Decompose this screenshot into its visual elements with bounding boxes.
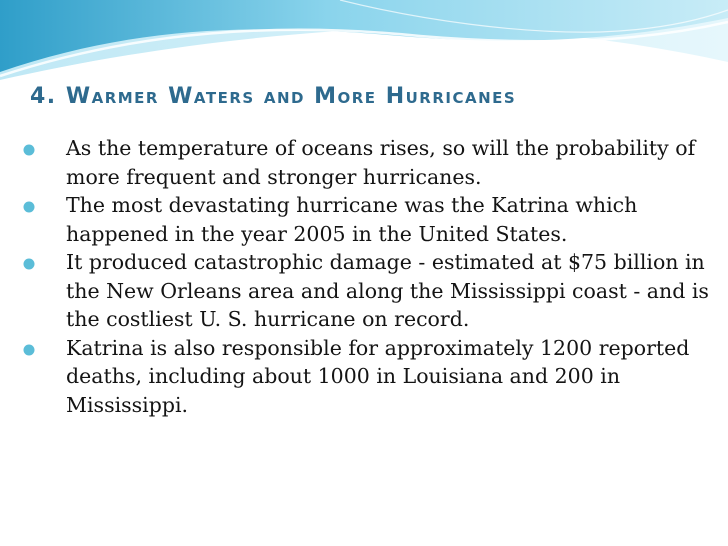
bullet-text: The most devastating hurricane was the Katrina which happened in the year 2005 in the United States. [66,193,638,246]
round-bullet-icon [22,343,36,357]
bullet-text: It produced catastrophic damage - estimated at $75 billion in the New Orleans area and along the Mississippi coast - and is the costliest U. S. hurricane on record. [66,250,709,331]
round-bullet-icon [22,143,36,157]
bullet-text: As the temperature of oceans rises, so will the probability of more frequent and stronger hurricanes. [66,136,696,189]
bullet-item [22,134,712,191]
round-bullet-icon [22,257,36,271]
round-bullet-icon [22,200,36,214]
bullet-item [22,191,712,248]
bullet-item [22,334,712,420]
slide-title: 4. Warmer Waters and More Hurricanes [30,84,517,109]
bullet-text: Katrina is also responsible for approximately 1200 reported deaths, including about 1000 in Louisiana and 200 in Mississippi. [66,335,690,417]
bullet-item [22,248,712,334]
bullet-list [22,134,712,419]
